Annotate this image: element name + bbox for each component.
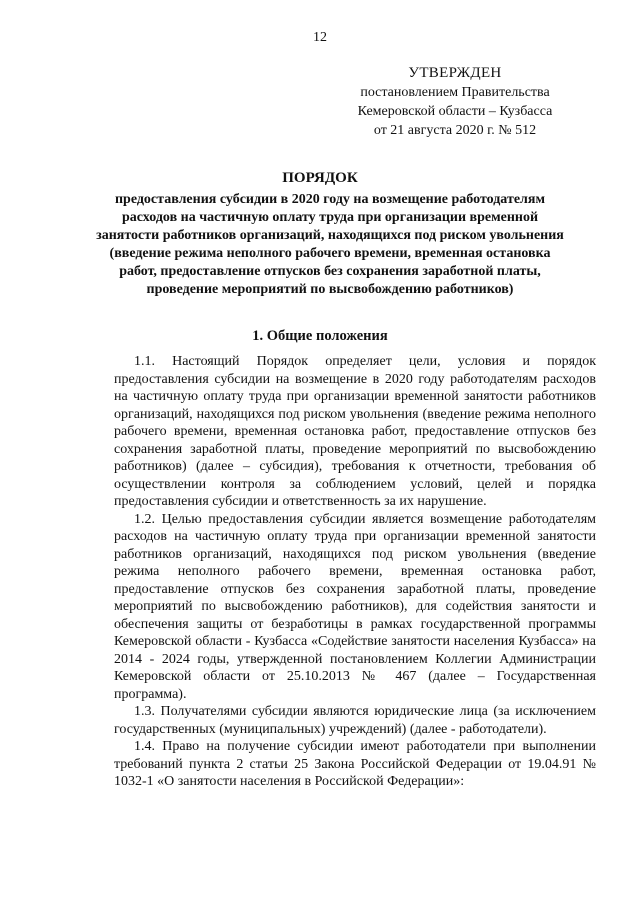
- section-heading: 1. Общие положения: [252, 328, 388, 344]
- paragraph-1-4: 1.4. Право на получение субсидии имеют работодатели при выполнении требований пункта 2 статьи 25 Закона Российской Федерации от 19.04.91 № 1032-1 «О занятости населения в Российской Федерации»:: [114, 739, 596, 789]
- paragraph-1-3: 1.3. Получателями субсидии являются юридические лица (за исключением государственных (муниципальных) учреждений) (далее - работодатели).: [114, 704, 596, 737]
- document-subtitle: предоставления субсидии в 2020 году на возмещение работодателям расходов на частичную оплату труда при организации временной занятости работников организаций, находящихся под риском увольнения (введение режима неполного рабочего времени, временная остановка работ, предоставление отпусков без сохранения заработной платы, проведение мероприятий по высвобождению работников): [96, 192, 564, 297]
- page-number: 12: [313, 30, 327, 45]
- paragraph-1-1: 1.1. Настоящий Порядок определяет цели, условия и порядок предоставления субсидии на возмещение в 2020 году работодателям расходов на частичную оплату труда при организации временной занятости работников организаций, находящихся под риском увольнения (введение режима неполного рабочего времени, временная остановка работ, предоставление отпусков без сохранения заработной платы, проведение мероприятий по высвобождению работников) (далее – субсидия), требования к отчетности, требования об осуществлении контроля за соблюдением условий, целей и порядка предоставления субсидии и ответственность за их нарушение.: [114, 354, 596, 509]
- approval-line: постановлением Правительства: [360, 85, 550, 100]
- paragraph-1-2: 1.2. Целью предоставления субсидии является возмещение работодателям расходов на частичную оплату труда при организации временной занятости работников организаций, находящихся под риском увольнения (введение режима неполного рабочего времени, временная остановка работ, предоставление отпусков без сохранения заработной платы, проведение мероприятий по высвобождению работников), для содействия занятости и обеспечения защиты от безработицы в рамках государственной программы Кемеровской области - Кузбасса «Содействие занятости населения Кузбасса» на 2014 - 2024 годы, утвержденной постановлением Коллегии Администрации Кемеровской области от 25.10.2013 № 467 (далее – Государственная программа).: [114, 511, 596, 702]
- document-title: ПОРЯДОК: [282, 170, 358, 186]
- approval-line: Кемеровской области – Кузбасса: [357, 104, 553, 119]
- approval-date-line: от 21 августа 2020 г. № 512: [373, 123, 537, 138]
- approval-heading: УТВЕРЖДЕН: [408, 65, 502, 81]
- approval-block: [340, 64, 570, 140]
- section-body: [114, 353, 596, 791]
